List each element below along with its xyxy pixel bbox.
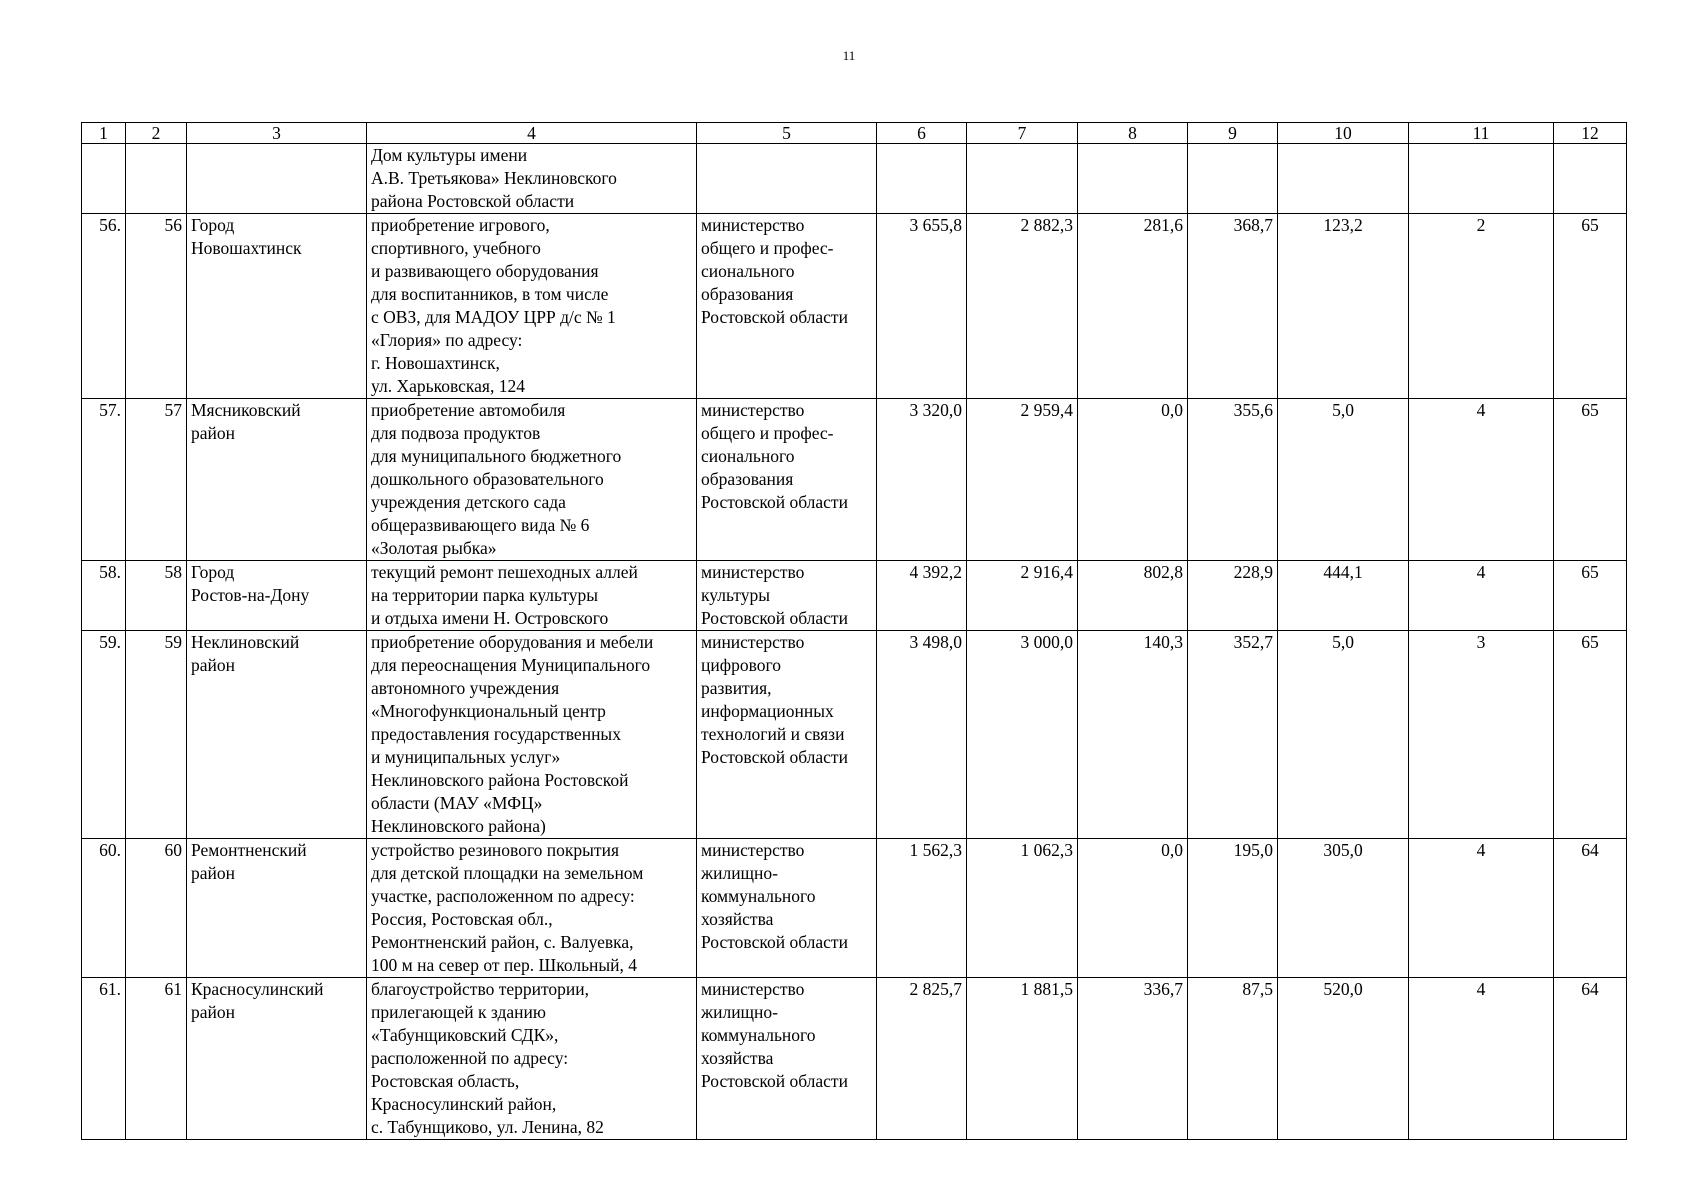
header-cell-5: 5 — [697, 123, 877, 144]
cell-total-amount: 3 320,0 — [877, 399, 967, 561]
cell-regional-budget: 3 000,0 — [967, 631, 1078, 839]
cell-extra-funds: 5,0 — [1278, 631, 1409, 839]
cell-federal-budget: 140,3 — [1078, 631, 1188, 839]
cell-row-number: 59. — [82, 631, 126, 839]
header-cell-2: 2 — [126, 123, 187, 144]
cell-extra-funds: 305,0 — [1278, 839, 1409, 978]
table-row — [82, 839, 1627, 978]
table-row — [82, 978, 1627, 1140]
cell-federal-budget: 281,6 — [1078, 214, 1188, 399]
cell-municipality: Ремонтненский район — [187, 839, 367, 978]
cell-score: 65 — [1554, 561, 1627, 631]
table-row — [82, 399, 1627, 561]
cell-federal-budget — [1078, 144, 1188, 214]
cell-federal-budget: 336,7 — [1078, 978, 1188, 1140]
cell-total-amount: 3 498,0 — [877, 631, 967, 839]
cell-responsible-ministry: министерство общего и профес- сионального образования Ростовской области — [697, 214, 877, 399]
cell-federal-budget: 0,0 — [1078, 839, 1188, 978]
table-row — [82, 214, 1627, 399]
cell-responsible-ministry: министерство жилищно- коммунального хозяйства Ростовской области — [697, 839, 877, 978]
cell-extra-funds — [1278, 144, 1409, 214]
cell-score: 64 — [1554, 839, 1627, 978]
cell-priority: 4 — [1409, 399, 1554, 561]
cell-item-number: 56 — [126, 214, 187, 399]
table-row — [82, 561, 1627, 631]
cell-local-budget: 368,7 — [1188, 214, 1278, 399]
cell-score: 64 — [1554, 978, 1627, 1140]
cell-item-number: 61 — [126, 978, 187, 1140]
page-number: 11 — [842, 48, 856, 63]
cell-priority: 4 — [1409, 839, 1554, 978]
cell-regional-budget: 2 882,3 — [967, 214, 1078, 399]
cell-priority: 4 — [1409, 561, 1554, 631]
cell-responsible-ministry: министерство общего и профес- сионального образования Ростовской области — [697, 399, 877, 561]
cell-municipality: Мясниковский район — [187, 399, 367, 561]
cell-score: 65 — [1554, 399, 1627, 561]
cell-row-number: 61. — [82, 978, 126, 1140]
cell-municipality — [187, 144, 367, 214]
cell-responsible-ministry — [697, 144, 877, 214]
table-row — [82, 631, 1627, 839]
cell-regional-budget: 1 062,3 — [967, 839, 1078, 978]
header-cell-6: 6 — [877, 123, 967, 144]
cell-priority: 2 — [1409, 214, 1554, 399]
cell-local-budget: 352,7 — [1188, 631, 1278, 839]
table-row — [82, 144, 1627, 214]
cell-event-description: Дом культуры имени А.В. Третьякова» Неклиновского района Ростовской области — [367, 144, 697, 214]
header-cell-1: 1 — [82, 123, 126, 144]
cell-event-description: приобретение игрового, спортивного, учебного и развивающего оборудования для воспитанников, в том числе с ОВЗ, для МАДОУ ЦРР д/с № 1 «Глория» по адресу: г. Новошахтинск, ул. Харьковская, 124 — [367, 214, 697, 399]
cell-extra-funds: 444,1 — [1278, 561, 1409, 631]
cell-responsible-ministry: министерство культуры Ростовской области — [697, 561, 877, 631]
cell-regional-budget — [967, 144, 1078, 214]
header-cell-12: 12 — [1554, 123, 1627, 144]
cell-score: 65 — [1554, 631, 1627, 839]
cell-row-number: 58. — [82, 561, 126, 631]
cell-event-description: благоустройство территории, прилегающей к зданию «Табунщиковский СДК», расположенной по адресу: Ростовская область, Красносулинский район, с. Табунщиково, ул. Ленина, 82 — [367, 978, 697, 1140]
cell-total-amount: 4 392,2 — [877, 561, 967, 631]
header-cell-11: 11 — [1409, 123, 1554, 144]
header-row — [82, 123, 1627, 144]
cell-local-budget: 228,9 — [1188, 561, 1278, 631]
cell-priority: 4 — [1409, 978, 1554, 1140]
cell-event-description: приобретение автомобиля для подвоза продуктов для муниципального бюджетного дошкольного образовательного учреждения детского сада общеразвивающего вида № 6 «Золотая рыбка» — [367, 399, 697, 561]
cell-item-number: 58 — [126, 561, 187, 631]
cell-federal-budget: 0,0 — [1078, 399, 1188, 561]
cell-regional-budget: 2 916,4 — [967, 561, 1078, 631]
header-cell-8: 8 — [1078, 123, 1188, 144]
cell-municipality: Неклиновский район — [187, 631, 367, 839]
cell-row-number: 56. — [82, 214, 126, 399]
header-cell-4: 4 — [367, 123, 697, 144]
cell-responsible-ministry: министерство цифрового развития, информационных технологий и связи Ростовской области — [697, 631, 877, 839]
cell-local-budget: 87,5 — [1188, 978, 1278, 1140]
cell-item-number — [126, 144, 187, 214]
cell-local-budget: 195,0 — [1188, 839, 1278, 978]
cell-extra-funds: 5,0 — [1278, 399, 1409, 561]
header-cell-10: 10 — [1278, 123, 1409, 144]
cell-event-description: приобретение оборудования и мебели для переоснащения Муниципального автономного учреждения «Многофункциональный центр предоставления государственных и муниципальных услуг» Неклиновского района Ростовской области (МАУ «МФЦ» Неклиновского района) — [367, 631, 697, 839]
header-cell-7: 7 — [967, 123, 1078, 144]
cell-municipality: Город Ростов-на-Дону — [187, 561, 367, 631]
cell-total-amount — [877, 144, 967, 214]
data-table — [81, 122, 1627, 1140]
cell-local-budget: 355,6 — [1188, 399, 1278, 561]
cell-score: 65 — [1554, 214, 1627, 399]
cell-total-amount: 3 655,8 — [877, 214, 967, 399]
cell-item-number: 59 — [126, 631, 187, 839]
cell-regional-budget: 2 959,4 — [967, 399, 1078, 561]
header-cell-9: 9 — [1188, 123, 1278, 144]
cell-item-number: 57 — [126, 399, 187, 561]
cell-row-number: 60. — [82, 839, 126, 978]
cell-total-amount: 1 562,3 — [877, 839, 967, 978]
cell-row-number: 57. — [82, 399, 126, 561]
header-cell-3: 3 — [187, 123, 367, 144]
cell-score — [1554, 144, 1627, 214]
cell-row-number — [82, 144, 126, 214]
cell-federal-budget: 802,8 — [1078, 561, 1188, 631]
cell-responsible-ministry: министерство жилищно- коммунального хозяйства Ростовской области — [697, 978, 877, 1140]
cell-regional-budget: 1 881,5 — [967, 978, 1078, 1140]
cell-total-amount: 2 825,7 — [877, 978, 967, 1140]
cell-municipality: Красносулинский район — [187, 978, 367, 1140]
cell-extra-funds: 123,2 — [1278, 214, 1409, 399]
cell-item-number: 60 — [126, 839, 187, 978]
cell-extra-funds: 520,0 — [1278, 978, 1409, 1140]
cell-event-description: текущий ремонт пешеходных аллей на территории парка культуры и отдыха имени Н. Островского — [367, 561, 697, 631]
cell-event-description: устройство резинового покрытия для детской площадки на земельном участке, расположенном по адресу: Россия, Ростовская обл., Ремонтненский район, с. Валуевка, 100 м на север от пер. Школьный, 4 — [367, 839, 697, 978]
cell-municipality: Город Новошахтинск — [187, 214, 367, 399]
cell-priority: 3 — [1409, 631, 1554, 839]
cell-priority — [1409, 144, 1554, 214]
cell-local-budget — [1188, 144, 1278, 214]
